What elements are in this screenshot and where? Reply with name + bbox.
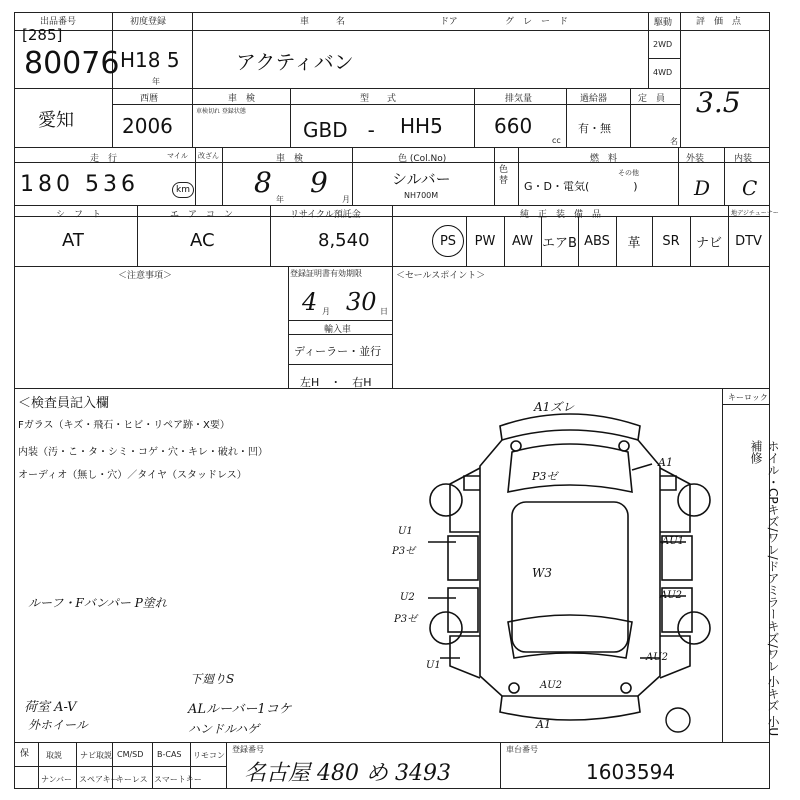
mark-rear-right: AU2 (646, 652, 669, 663)
footer-cm-sd: CM/SD (117, 750, 144, 759)
car-diagram (420, 396, 720, 736)
inspector-title: ＜検査員記入欄 (18, 396, 110, 411)
caution-label: ＜注意事項＞ (118, 271, 173, 281)
equipment-dtv: DTV (735, 233, 762, 249)
expiry-day-unit: 日 (380, 307, 388, 316)
mileage-note: マイル (167, 152, 188, 160)
drive-label: 駆動 (654, 18, 673, 28)
fuel-options: G・D・電気( ) (524, 180, 638, 193)
mark-front-right: A1 (658, 456, 673, 469)
mark-rear-window: AU2 (540, 680, 563, 691)
interior: C (742, 176, 758, 200)
dtv-label: 地デジチューナー (731, 210, 779, 217)
equipment-sr: SR (662, 233, 680, 249)
color-change-label: 色替 (499, 165, 509, 186)
note-roof-bumper: ルーフ・Fバンパー P塗れ (28, 596, 167, 610)
equipment-label: 純 正 装 備 品 (520, 210, 602, 220)
mileage: 180 536 (20, 172, 139, 197)
model-year-label: 西暦 (140, 94, 159, 104)
shift: AT (62, 230, 84, 251)
color: シルバー (392, 170, 451, 188)
mark-roof: W3 (532, 566, 552, 580)
inspection-day-suffix: 月 (342, 195, 350, 204)
inspection-month-suffix: 年 (276, 195, 284, 204)
mark-front-left-door-a: U1 (398, 526, 413, 537)
mark-rear-left-door-a: U2 (400, 592, 415, 603)
car-name: アクティバン (236, 50, 354, 74)
footer-remote: リモコン (193, 751, 225, 760)
displacement: 660 (494, 114, 533, 138)
color-label: 色 (Col.No) (398, 154, 447, 164)
model-type-label: 型 式 (360, 94, 397, 104)
shift-label: シ フ ト (56, 210, 102, 220)
note-louver: ALルーバー1コケ (188, 702, 292, 717)
expiry-day: 30 (346, 288, 377, 316)
fuel-other: その他 (618, 169, 639, 177)
chassis-label: 車台番号 (506, 745, 538, 754)
equipment-leather: 革 (627, 235, 641, 251)
drive-2wd: 2WD (653, 40, 673, 49)
model-year: 2006 (122, 114, 173, 138)
first-reg: H18 5 (120, 48, 180, 72)
exhibit-no-label: 出品番号 (40, 17, 77, 27)
inspector-line-audio-tire: オーディオ（無し・穴）／タイヤ（スタッドレス） (18, 470, 247, 481)
footer-spare-key: スペアキー (79, 775, 119, 784)
mark-rear-bumper: A1 (536, 718, 551, 731)
mark-front-right-door: AU1 (662, 536, 685, 547)
footer-row-label: 保 (20, 749, 30, 759)
mark-front-left-door-b: P3ゼ (392, 546, 416, 557)
inspection-note: 車検切れ 登録状態 (196, 108, 246, 115)
mark-rear-left-door-b: P3ゼ (394, 614, 418, 625)
side-note: ホイル・CPキズ/ワレ/ドアミラーキズ/ワレ 小キズ 小U 補修 (749, 440, 780, 737)
keylock-label: キーロック (728, 393, 768, 402)
chassis: 1603594 (586, 760, 676, 784)
first-reg-label: 初度登録 (130, 17, 167, 27)
score-label: 評 価 点 (696, 17, 742, 27)
equipment-abs: ABS (584, 233, 610, 249)
footer-smart-key: スマートキー (154, 775, 202, 784)
expiry-month: 4 (302, 288, 318, 316)
model-code: HH5 (400, 114, 443, 138)
note-cargo: 荷室 A-V (24, 700, 77, 715)
expiry-month-unit: 月 (322, 307, 330, 316)
recycle: 8,540 (318, 230, 370, 251)
plate: 名古屋 480 め 3493 (244, 761, 451, 786)
handle-value: 左H ・ 右H (300, 376, 372, 389)
drive-4wd: 4WD (653, 68, 673, 77)
import-label: 輸入車 (324, 325, 352, 335)
mileage-label: 走 行 (90, 154, 118, 164)
inspector-line-windshield: Fガラス（キズ・飛石・ヒビ・リペア跡・X要） (18, 420, 230, 431)
equipment-ps-label: PS (432, 225, 464, 257)
inspect-expiry-label: 登録証明書有効期限 (290, 269, 362, 278)
ac: AC (190, 230, 215, 251)
model-prefix: GBD - (303, 118, 375, 142)
score: 3.5 (696, 86, 741, 119)
footer-keyless: キーレス (116, 775, 148, 784)
door-label: ドア (440, 17, 458, 27)
fuel-label: 燃 料 (590, 154, 618, 164)
footer-manual: 取説 (46, 751, 62, 760)
equipment-pw: PW (474, 233, 496, 249)
plate-label: 登録番号 (232, 745, 264, 754)
displacement-unit: cc (552, 136, 561, 145)
mark-hood: P3ゼ (532, 470, 558, 483)
year-suffix: 年 (152, 77, 160, 86)
lot-number: 80076 (24, 46, 120, 81)
import-value: ディーラー・並行 (294, 345, 382, 358)
equipment-navi: ナビ (695, 235, 722, 251)
inspection-month: 8 (254, 166, 272, 199)
capacity-unit: 名 (670, 137, 678, 146)
turbo-label: 過給器 (580, 94, 608, 104)
exterior: D (694, 176, 711, 200)
inspector-line-interior: 内装（汚・こ・タ・シミ・コゲ・穴・キレ・破れ・凹） (18, 447, 268, 458)
displacement-label: 排気量 (505, 94, 533, 104)
footer-navi-manual: ナビ取説 (80, 751, 112, 760)
region: 愛知 (38, 110, 74, 131)
mileage-unit: km (172, 182, 194, 198)
odometer-label: 改ざん (198, 152, 219, 160)
mark-front-bumper: A1ズレ (534, 400, 575, 414)
note-underbody: 下廻りS (190, 672, 235, 686)
equipment-aw: AW (511, 233, 534, 249)
inspection-day: 9 (310, 166, 328, 199)
recycle-label: リサイクル預託金 (290, 210, 361, 220)
equipment-airbag: エアB (542, 235, 577, 251)
turbo-value: 有・無 (578, 122, 611, 135)
color-code: NH700M (404, 191, 439, 200)
lot-prefix: [285] (22, 26, 63, 44)
car-name-label: 車 名 (300, 17, 346, 27)
capacity-label: 定 員 (638, 94, 666, 104)
mark-rear-left: U1 (426, 660, 441, 671)
footer-plate-item: ナンバー (41, 775, 73, 784)
footer-bcas: B-CAS (157, 750, 182, 759)
inspection-label: 車 検 (228, 94, 256, 104)
note-handle: ハンドルハゲ (188, 722, 260, 736)
inspection-exp-label: 車 検 (276, 154, 304, 164)
ac-label: エ ア コ ン (170, 210, 234, 220)
equipment-ps (428, 216, 468, 266)
interior-label: 内装 (734, 154, 753, 164)
grade-label: グ レ ー ド (505, 17, 569, 27)
mark-rear-right-door: AU2 (660, 590, 683, 601)
note-wheel: 外ホイール (28, 718, 88, 732)
exterior-label: 外装 (686, 154, 705, 164)
sales-point-label: ＜セールスポイント＞ (396, 271, 486, 281)
